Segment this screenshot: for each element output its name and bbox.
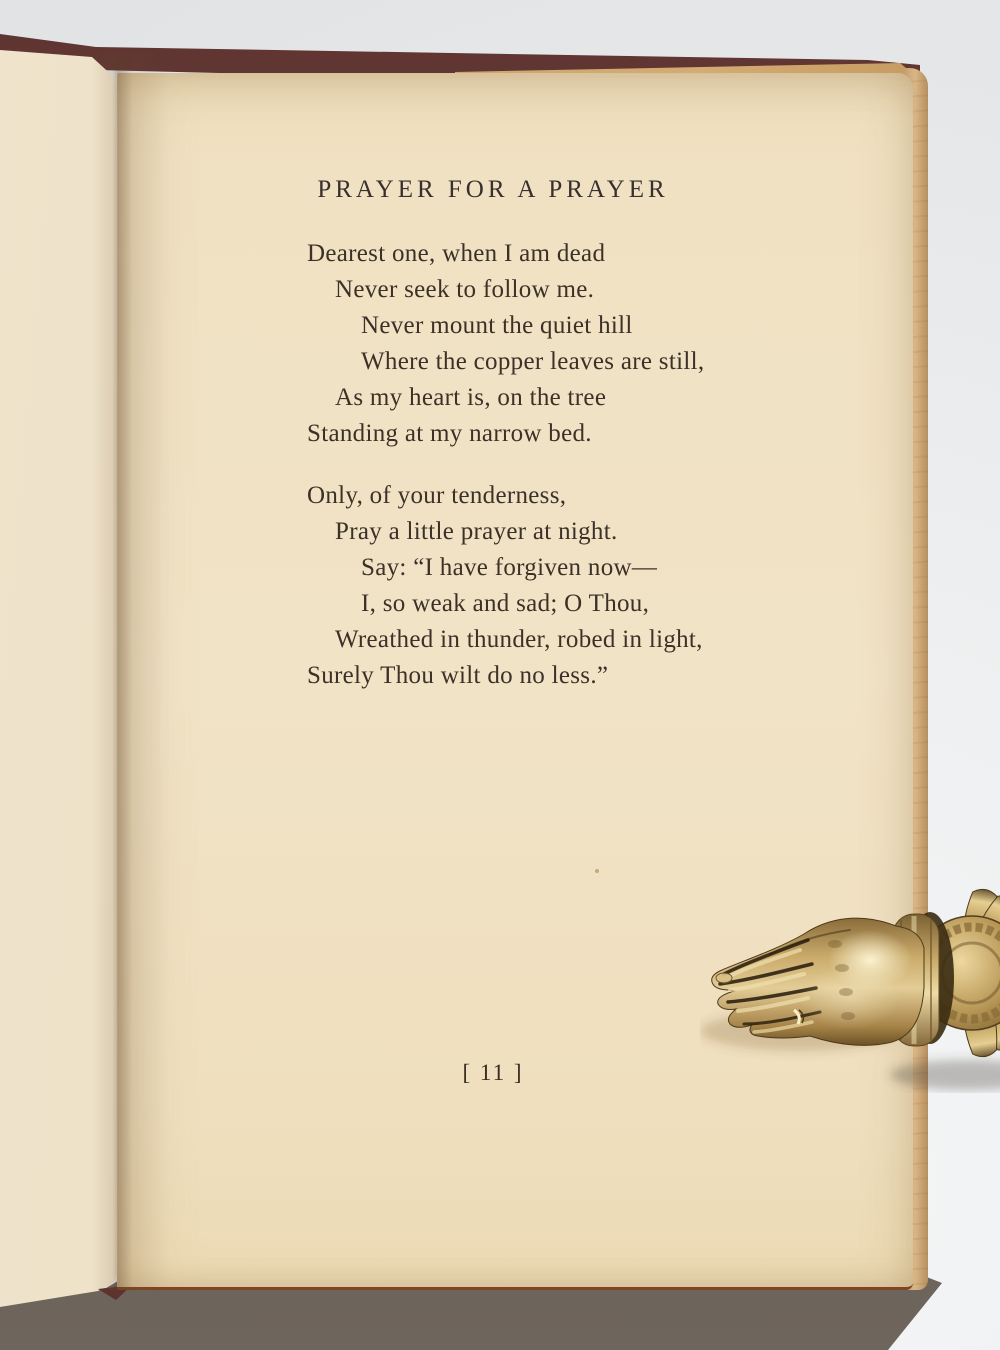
poem-line: Dearest one, when I am dead xyxy=(307,240,606,267)
poem-line: Only, of your tenderness, xyxy=(307,482,567,509)
base-cast-shadow xyxy=(890,1060,1000,1090)
brass-hand xyxy=(712,918,924,1045)
poem-line: Standing at my narrow bed. xyxy=(307,420,592,447)
poem-line: Pray a little prayer at night. xyxy=(335,518,618,545)
poem-line: Never seek to follow me. xyxy=(335,276,595,303)
poem-line: As my heart is, on the tree xyxy=(335,384,607,411)
stanza-2 xyxy=(307,478,787,694)
poem-line: I, so weak and sad; O Thou, xyxy=(361,590,650,617)
poem-line: Where the copper leaves are still, xyxy=(361,348,705,375)
poem-line: Wreathed in thunder, robed in light, xyxy=(335,626,703,653)
poem-line: Never mount the quiet hill xyxy=(361,312,633,339)
poem-line: Surely Thou wilt do no less.” xyxy=(307,662,609,689)
page-number: [ 11 ] xyxy=(462,1060,524,1085)
poem-title: PRAYER FOR A PRAYER xyxy=(317,176,669,203)
brass-hand-page-holder xyxy=(700,878,1000,1093)
poem-line: Say: “I have forgiven now— xyxy=(361,554,658,581)
stanza-1 xyxy=(307,236,787,452)
